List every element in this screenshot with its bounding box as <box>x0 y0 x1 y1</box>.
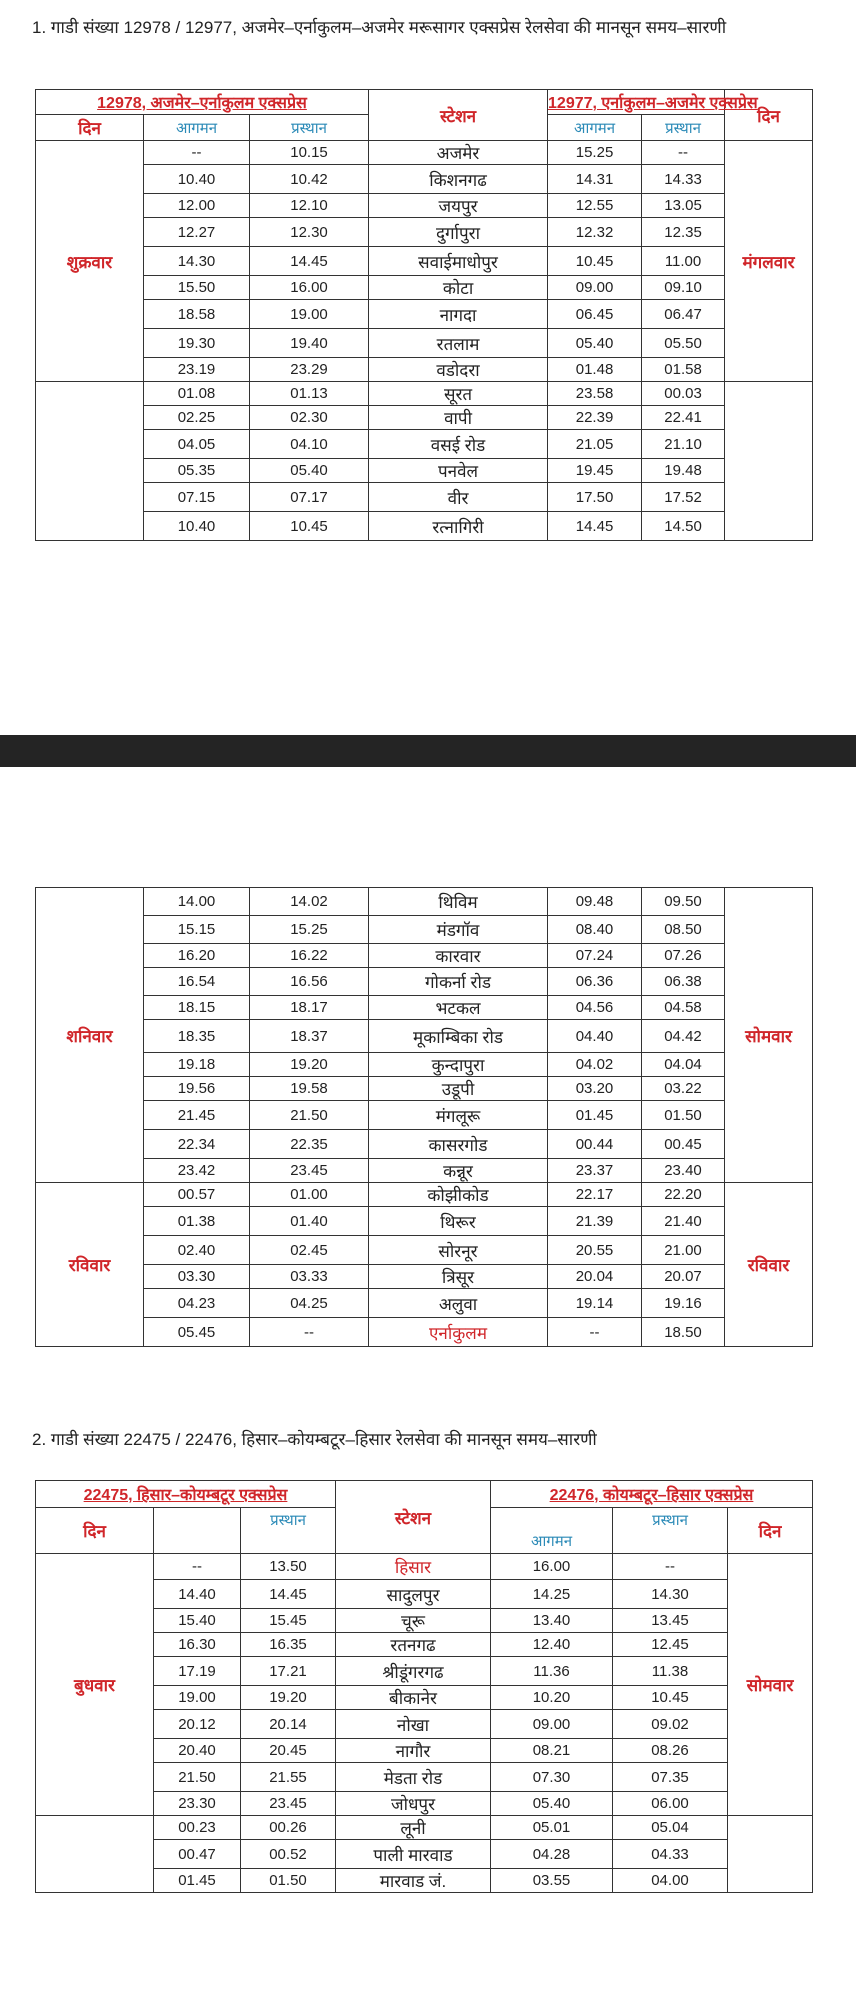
departure-cell: 19.00 <box>250 300 369 329</box>
arrival-cell: 12.55 <box>548 194 642 218</box>
station-cell: कुन्दापुरा <box>369 1053 548 1077</box>
departure-cell: 21.40 <box>642 1207 725 1236</box>
departure-cell: 21.55 <box>241 1763 336 1792</box>
departure-cell: 19.40 <box>250 329 369 358</box>
departure-cell: 21.00 <box>642 1236 725 1265</box>
departure-cell: 05.40 <box>250 459 369 483</box>
station-cell: किशनगढ <box>369 165 548 194</box>
arrival-cell: 21.50 <box>154 1763 241 1792</box>
station-cell: सूरत <box>369 382 548 406</box>
arrival-cell: 21.45 <box>144 1101 250 1130</box>
day-cell-left: शुक्रवार <box>36 141 144 382</box>
departure-cell: 04.10 <box>250 430 369 459</box>
station-header: स्टेशन <box>336 1481 491 1554</box>
station-cell: अलुवा <box>369 1289 548 1318</box>
day-cell-right: सोमवार <box>725 888 813 1183</box>
day-cell-right: रविवार <box>725 1183 813 1347</box>
arrival-cell: 12.40 <box>491 1633 613 1657</box>
departure-cell: 01.50 <box>241 1869 336 1893</box>
table-row <box>36 1265 813 1289</box>
right-train-name: 12977, एर्नाकुलम–अजमेर एक्सप्रेस <box>548 90 725 115</box>
arrival-cell: 16.20 <box>144 944 250 968</box>
timetable-2-table <box>35 1480 813 1893</box>
departure-cell: 04.04 <box>642 1053 725 1077</box>
departure-cell: 18.37 <box>250 1020 369 1053</box>
station-cell: थिरूर <box>369 1207 548 1236</box>
departure-cell: 14.30 <box>613 1580 728 1609</box>
station-cell: वडोदरा <box>369 358 548 382</box>
departure-header: प्रस्थान <box>613 1508 728 1554</box>
station-cell: मंगलूरू <box>369 1101 548 1130</box>
departure-cell: 01.58 <box>642 358 725 382</box>
arrival-cell: 04.02 <box>548 1053 642 1077</box>
departure-cell: 23.45 <box>241 1792 336 1816</box>
arrival-cell: 04.40 <box>548 1020 642 1053</box>
station-cell: नागौर <box>336 1739 491 1763</box>
arrival-cell: 00.23 <box>154 1816 241 1840</box>
departure-cell: 04.00 <box>613 1869 728 1893</box>
timetable-1-continuation-body <box>36 888 813 1347</box>
departure-cell: 01.00 <box>250 1183 369 1207</box>
arrival-cell: -- <box>144 141 250 165</box>
arrival-cell: 23.37 <box>548 1159 642 1183</box>
table-row <box>36 1159 813 1183</box>
timetable-1-continuation-table <box>35 887 813 1347</box>
table-row <box>36 1289 813 1318</box>
departure-cell: 19.58 <box>250 1077 369 1101</box>
departure-cell: 11.00 <box>642 247 725 276</box>
timetable-1-heading: 1. गाडी संख्या 12978 / 12977, अजमेर–एर्नाकुलम–अजमेर मरूसागर एक्सप्रेस रेलसेवा की मानसून समय–सारणी <box>32 18 727 37</box>
station-cell: वीर <box>369 483 548 512</box>
arrival-cell: 16.30 <box>154 1633 241 1657</box>
arrival-cell: 07.15 <box>144 483 250 512</box>
departure-cell: 04.25 <box>250 1289 369 1318</box>
table-row <box>36 968 813 996</box>
arrival-cell: 05.40 <box>548 329 642 358</box>
station-cell: सवाईमाधोपुर <box>369 247 548 276</box>
departure-cell: 19.16 <box>642 1289 725 1318</box>
arrival-cell: 06.36 <box>548 968 642 996</box>
day-cell-left: बुधवार <box>36 1554 154 1816</box>
departure-cell: 13.50 <box>241 1554 336 1580</box>
departure-cell: 07.17 <box>250 483 369 512</box>
day-header-right: दिन <box>725 90 813 141</box>
arrival-cell: 14.40 <box>154 1580 241 1609</box>
station-cell: जयपुर <box>369 194 548 218</box>
departure-cell: 23.45 <box>250 1159 369 1183</box>
arrival-cell: 08.21 <box>491 1739 613 1763</box>
table-row <box>36 194 813 218</box>
table-row <box>36 300 813 329</box>
table-row <box>36 944 813 968</box>
day-cell-left <box>36 382 144 541</box>
departure-cell: 03.33 <box>250 1265 369 1289</box>
departure-cell: -- <box>613 1554 728 1580</box>
arrival-cell: 06.45 <box>548 300 642 329</box>
departure-cell: 18.17 <box>250 996 369 1020</box>
arrival-cell: 15.40 <box>154 1609 241 1633</box>
departure-header: प्रस्थान <box>250 115 369 141</box>
departure-cell: 14.45 <box>250 247 369 276</box>
departure-cell: 13.45 <box>613 1609 728 1633</box>
table-row <box>36 1207 813 1236</box>
table-row <box>36 1554 813 1580</box>
departure-cell: 04.58 <box>642 996 725 1020</box>
departure-cell: 23.29 <box>250 358 369 382</box>
departure-cell: 00.03 <box>642 382 725 406</box>
departure-cell: 21.50 <box>250 1101 369 1130</box>
day-header-left: दिन <box>36 1508 154 1554</box>
station-cell: कन्नूर <box>369 1159 548 1183</box>
day-cell-right <box>725 382 813 541</box>
departure-cell: 16.56 <box>250 968 369 996</box>
arrival-cell: 13.40 <box>491 1609 613 1633</box>
arrival-cell: 01.48 <box>548 358 642 382</box>
arrival-cell: 18.58 <box>144 300 250 329</box>
departure-cell: 15.25 <box>250 916 369 944</box>
station-cell: कोटा <box>369 276 548 300</box>
departure-cell: 00.26 <box>241 1816 336 1840</box>
departure-cell: 12.30 <box>250 218 369 247</box>
departure-cell: 09.10 <box>642 276 725 300</box>
arrival-cell: 04.23 <box>144 1289 250 1318</box>
station-cell: मंडगॉव <box>369 916 548 944</box>
station-cell: रतनगढ <box>336 1633 491 1657</box>
arrival-cell: 08.40 <box>548 916 642 944</box>
arrival-cell: 22.17 <box>548 1183 642 1207</box>
arrival-cell: 18.15 <box>144 996 250 1020</box>
departure-cell: 01.40 <box>250 1207 369 1236</box>
departure-cell: 12.45 <box>613 1633 728 1657</box>
departure-cell: 01.50 <box>642 1101 725 1130</box>
departure-cell: 08.26 <box>613 1739 728 1763</box>
arrival-cell: 22.39 <box>548 406 642 430</box>
arrival-cell: 00.47 <box>154 1840 241 1869</box>
day-cell-right <box>728 1816 813 1893</box>
timetable-2-heading: 2. गाडी संख्या 22475 / 22476, हिसार–कोयम्बटूर–हिसार रेलसेवा की मानसून समय–सारणी <box>32 1430 597 1449</box>
station-cell: नागदा <box>369 300 548 329</box>
departure-cell: 16.35 <box>241 1633 336 1657</box>
departure-cell: 07.26 <box>642 944 725 968</box>
arrival-cell: 23.19 <box>144 358 250 382</box>
departure-cell: 17.21 <box>241 1657 336 1686</box>
arrival-cell: 14.25 <box>491 1580 613 1609</box>
departure-header: प्रस्थान <box>642 115 725 141</box>
station-cell: एर्नाकुलम <box>369 1318 548 1347</box>
table-row <box>36 218 813 247</box>
station-cell: चूरू <box>336 1609 491 1633</box>
arrival-cell: 15.25 <box>548 141 642 165</box>
table-row <box>36 165 813 194</box>
departure-cell: 23.40 <box>642 1159 725 1183</box>
arrival-cell: 04.28 <box>491 1840 613 1869</box>
departure-cell: 22.35 <box>250 1130 369 1159</box>
day-header-left: दिन <box>36 115 144 141</box>
arrival-cell: 09.48 <box>548 888 642 916</box>
departure-cell: 19.20 <box>241 1686 336 1710</box>
table-row <box>36 512 813 541</box>
station-cell: कासरगोड <box>369 1130 548 1159</box>
departure-cell: 01.13 <box>250 382 369 406</box>
arrival-cell: 17.50 <box>548 483 642 512</box>
departure-cell: 06.00 <box>613 1792 728 1816</box>
arrival-cell: 19.14 <box>548 1289 642 1318</box>
arrival-cell: 12.27 <box>144 218 250 247</box>
arrival-cell: 11.36 <box>491 1657 613 1686</box>
station-cell: नोखा <box>336 1710 491 1739</box>
departure-cell: 16.22 <box>250 944 369 968</box>
arrival-cell: 19.56 <box>144 1077 250 1101</box>
departure-cell: 04.33 <box>613 1840 728 1869</box>
station-cell: पाली मारवाड <box>336 1840 491 1869</box>
table-row <box>36 459 813 483</box>
departure-cell: 21.10 <box>642 430 725 459</box>
departure-cell: 09.02 <box>613 1710 728 1739</box>
arrival-cell: 23.58 <box>548 382 642 406</box>
table-row <box>36 916 813 944</box>
departure-cell: 10.45 <box>250 512 369 541</box>
arrival-cell: 19.00 <box>154 1686 241 1710</box>
arrival-cell: 18.35 <box>144 1020 250 1053</box>
station-cell: त्रिसूर <box>369 1265 548 1289</box>
arrival-cell: 10.40 <box>144 165 250 194</box>
departure-cell: 15.45 <box>241 1609 336 1633</box>
station-cell: जोधपुर <box>336 1792 491 1816</box>
day-header-right: दिन <box>728 1508 813 1554</box>
arrival-cell: 05.45 <box>144 1318 250 1347</box>
arrival-cell: 04.56 <box>548 996 642 1020</box>
day-cell-right: सोमवार <box>728 1554 813 1816</box>
table-row <box>36 1130 813 1159</box>
departure-cell: 07.35 <box>613 1763 728 1792</box>
departure-cell: -- <box>250 1318 369 1347</box>
departure-cell: 06.38 <box>642 968 725 996</box>
arrival-cell: 20.55 <box>548 1236 642 1265</box>
table-row <box>36 430 813 459</box>
arrival-cell: 20.12 <box>154 1710 241 1739</box>
arrival-header-empty <box>154 1508 241 1554</box>
day-cell-left: रविवार <box>36 1183 144 1347</box>
arrival-cell: 03.55 <box>491 1869 613 1893</box>
departure-header: प्रस्थान <box>241 1508 336 1554</box>
arrival-header: आगमन <box>548 115 642 141</box>
departure-cell: 14.45 <box>241 1580 336 1609</box>
page-separator-band <box>0 735 856 767</box>
table-row <box>36 247 813 276</box>
table-row <box>36 483 813 512</box>
arrival-cell: 20.04 <box>548 1265 642 1289</box>
station-header: स्टेशन <box>369 90 548 141</box>
arrival-cell: 19.18 <box>144 1053 250 1077</box>
departure-cell: 22.20 <box>642 1183 725 1207</box>
arrival-cell: 02.25 <box>144 406 250 430</box>
station-cell: सादुलपुर <box>336 1580 491 1609</box>
arrival-cell: -- <box>548 1318 642 1347</box>
left-train-name: 12978, अजमेर–एर्नाकुलम एक्सप्रेस <box>36 90 369 115</box>
arrival-cell: 07.30 <box>491 1763 613 1792</box>
arrival-cell: 10.20 <box>491 1686 613 1710</box>
arrival-cell: 19.45 <box>548 459 642 483</box>
departure-cell: 11.38 <box>613 1657 728 1686</box>
table-row <box>36 1318 813 1347</box>
station-cell: दुर्गापुरा <box>369 218 548 247</box>
departure-cell: 05.04 <box>613 1816 728 1840</box>
timetable-1-table <box>35 89 813 541</box>
arrival-cell: 17.19 <box>154 1657 241 1686</box>
station-cell: बीकानेर <box>336 1686 491 1710</box>
arrival-cell: 15.50 <box>144 276 250 300</box>
departure-cell: 14.02 <box>250 888 369 916</box>
arrival-cell: 09.00 <box>548 276 642 300</box>
departure-cell: 10.42 <box>250 165 369 194</box>
departure-cell: 14.33 <box>642 165 725 194</box>
left-train-name: 22475, हिसार–कोयम्बटूर एक्सप्रेस <box>36 1481 336 1508</box>
arrival-cell: 10.40 <box>144 512 250 541</box>
table-row <box>36 1020 813 1053</box>
arrival-cell: 20.40 <box>154 1739 241 1763</box>
departure-cell: 02.45 <box>250 1236 369 1265</box>
departure-cell: 04.42 <box>642 1020 725 1053</box>
arrival-cell: 05.01 <box>491 1816 613 1840</box>
table-row <box>36 996 813 1020</box>
departure-cell: 00.52 <box>241 1840 336 1869</box>
table-row <box>36 382 813 406</box>
station-cell: कारवार <box>369 944 548 968</box>
station-cell: मेडता रोड <box>336 1763 491 1792</box>
arrival-cell: 00.44 <box>548 1130 642 1159</box>
table-row <box>36 1816 813 1840</box>
day-cell-left: शनिवार <box>36 888 144 1183</box>
departure-cell: 20.07 <box>642 1265 725 1289</box>
departure-cell: 08.50 <box>642 916 725 944</box>
station-cell: रत्नागिरी <box>369 512 548 541</box>
table-row <box>36 406 813 430</box>
arrival-cell: 14.31 <box>548 165 642 194</box>
departure-cell: 13.05 <box>642 194 725 218</box>
departure-cell: 14.50 <box>642 512 725 541</box>
departure-cell: 20.45 <box>241 1739 336 1763</box>
departure-cell: 12.10 <box>250 194 369 218</box>
arrival-cell: 09.00 <box>491 1710 613 1739</box>
arrival-cell: 01.45 <box>154 1869 241 1893</box>
table-row <box>36 1077 813 1101</box>
station-cell: गोकर्ना रोड <box>369 968 548 996</box>
arrival-cell: 05.35 <box>144 459 250 483</box>
day-cell-left <box>36 1816 154 1893</box>
arrival-cell: 00.57 <box>144 1183 250 1207</box>
arrival-cell: 01.38 <box>144 1207 250 1236</box>
arrival-cell: 01.08 <box>144 382 250 406</box>
arrival-header: आगमन <box>491 1508 613 1554</box>
arrival-cell: 04.05 <box>144 430 250 459</box>
departure-cell: 09.50 <box>642 888 725 916</box>
departure-cell: 10.45 <box>613 1686 728 1710</box>
station-cell: उडूपी <box>369 1077 548 1101</box>
arrival-cell: 16.54 <box>144 968 250 996</box>
table-row <box>36 276 813 300</box>
station-cell: वसई रोड <box>369 430 548 459</box>
arrival-cell: 19.30 <box>144 329 250 358</box>
arrival-cell: 05.40 <box>491 1792 613 1816</box>
departure-cell: 10.15 <box>250 141 369 165</box>
arrival-cell: 21.39 <box>548 1207 642 1236</box>
station-cell: अजमेर <box>369 141 548 165</box>
day-cell-right: मंगलवार <box>725 141 813 382</box>
timetable-2-body <box>36 1554 813 1893</box>
station-cell: श्रीडूंगरगढ <box>336 1657 491 1686</box>
station-cell: थिविम <box>369 888 548 916</box>
station-cell: भटकल <box>369 996 548 1020</box>
table-row <box>36 329 813 358</box>
arrival-cell: 14.30 <box>144 247 250 276</box>
arrival-cell: 14.45 <box>548 512 642 541</box>
arrival-cell: 01.45 <box>548 1101 642 1130</box>
departure-cell: 03.22 <box>642 1077 725 1101</box>
departure-cell: 00.45 <box>642 1130 725 1159</box>
arrival-cell: 16.00 <box>491 1554 613 1580</box>
departure-cell: 22.41 <box>642 406 725 430</box>
departure-cell: 19.20 <box>250 1053 369 1077</box>
arrival-cell: 12.00 <box>144 194 250 218</box>
table-row <box>36 1053 813 1077</box>
table-row <box>36 1236 813 1265</box>
table-row <box>36 358 813 382</box>
arrival-cell: 23.30 <box>154 1792 241 1816</box>
arrival-header: आगमन <box>144 115 250 141</box>
arrival-cell: 22.34 <box>144 1130 250 1159</box>
departure-cell: 19.48 <box>642 459 725 483</box>
station-cell: वापी <box>369 406 548 430</box>
arrival-cell: 15.15 <box>144 916 250 944</box>
arrival-cell: 03.20 <box>548 1077 642 1101</box>
departure-cell: 12.35 <box>642 218 725 247</box>
departure-cell: 18.50 <box>642 1318 725 1347</box>
arrival-cell: 23.42 <box>144 1159 250 1183</box>
arrival-cell: 02.40 <box>144 1236 250 1265</box>
table-row <box>36 888 813 916</box>
right-train-name: 22476, कोयम्बटूर–हिसार एक्सप्रेस <box>491 1481 813 1508</box>
departure-cell: 02.30 <box>250 406 369 430</box>
station-cell: मारवाड जं. <box>336 1869 491 1893</box>
departure-cell: 06.47 <box>642 300 725 329</box>
arrival-cell: -- <box>154 1554 241 1580</box>
arrival-cell: 07.24 <box>548 944 642 968</box>
departure-cell: -- <box>642 141 725 165</box>
station-cell: हिसार <box>336 1554 491 1580</box>
table-row <box>36 1101 813 1130</box>
station-cell: रतलाम <box>369 329 548 358</box>
station-cell: सोरनूर <box>369 1236 548 1265</box>
arrival-cell: 03.30 <box>144 1265 250 1289</box>
station-cell: कोझीकोड <box>369 1183 548 1207</box>
arrival-cell: 12.32 <box>548 218 642 247</box>
departure-cell: 20.14 <box>241 1710 336 1739</box>
timetable-1-body <box>36 141 813 541</box>
station-cell: मूकाम्बिका रोड <box>369 1020 548 1053</box>
arrival-cell: 10.45 <box>548 247 642 276</box>
departure-cell: 17.52 <box>642 483 725 512</box>
arrival-cell: 14.00 <box>144 888 250 916</box>
departure-cell: 16.00 <box>250 276 369 300</box>
departure-cell: 05.50 <box>642 329 725 358</box>
arrival-cell: 21.05 <box>548 430 642 459</box>
station-cell: लूनी <box>336 1816 491 1840</box>
station-cell: पनवेल <box>369 459 548 483</box>
table-row <box>36 1183 813 1207</box>
table-row <box>36 141 813 165</box>
